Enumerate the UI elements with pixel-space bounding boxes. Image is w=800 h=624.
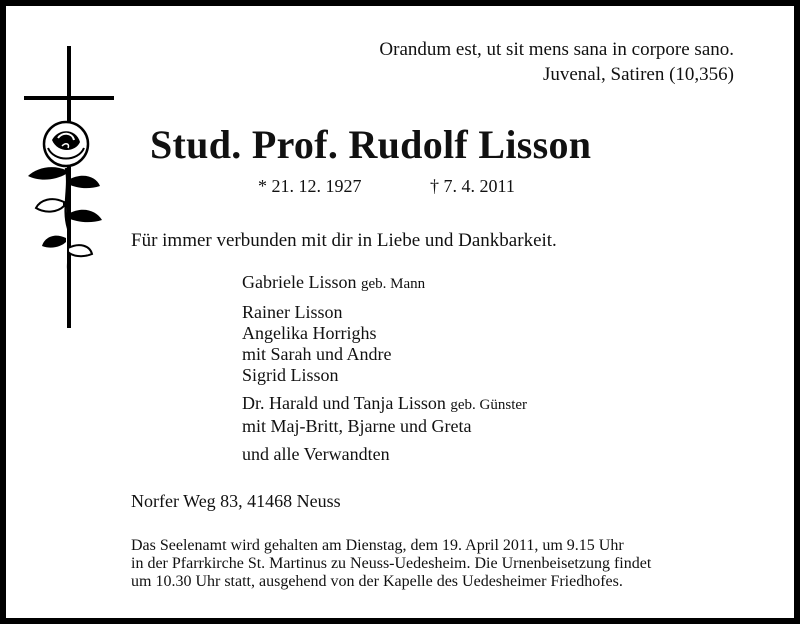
notice-line: um 10.30 Uhr statt, ausgehend von der Kapelle des Uedesheimer Friedhofes.	[131, 573, 623, 590]
mourners-list	[242, 272, 527, 472]
quote-source: Juvenal, Satiren (10,356)	[542, 64, 734, 85]
notice-line: Das Seelenamt wird gehalten am Dienstag, dem 19. April 2011, um 9.15 Uhr	[131, 537, 624, 554]
death-date: † 7. 4. 2011	[430, 176, 515, 196]
notice-line: in der Pfarrkirche St. Martinus zu Neuss-Uedesheim. Die Urnenbeisetzung findet	[131, 555, 652, 572]
mourner-name: mit Sarah und Andre	[242, 344, 392, 364]
maiden-name-note: geb. Günster	[450, 397, 528, 413]
dedication-text: Für immer verbunden mit dir in Liebe und Dankbarkeit.	[131, 230, 557, 251]
mourner-name: Angelika Horrighs	[242, 323, 377, 343]
mourner-name: Sigrid Lisson	[242, 365, 339, 385]
mourner-group	[242, 272, 527, 295]
mourner-name: Gabriele Lisson	[242, 272, 357, 292]
quote-text: Orandum est, ut sit mens sana in corpore sano.	[379, 39, 734, 60]
mourner-group	[242, 302, 527, 386]
mourner-name: mit Maj-Britt, Bjarne und Greta	[242, 416, 472, 436]
mourner-group	[242, 393, 527, 437]
maiden-name-note: geb. Mann	[360, 276, 426, 292]
birth-date: * 21. 12. 1927	[258, 176, 362, 196]
relatives-line: und alle Verwandten	[242, 444, 390, 464]
deceased-name: Stud. Prof. Rudolf Lisson	[150, 122, 592, 167]
mourner-name: Dr. Harald und Tanja Lisson	[242, 393, 446, 413]
epigraph	[379, 37, 734, 87]
family-address: Norfer Weg 83, 41468 Neuss	[131, 491, 341, 511]
mourner-name: Rainer Lisson	[242, 302, 343, 322]
rose-icon	[22, 118, 117, 278]
service-notice	[131, 537, 751, 591]
